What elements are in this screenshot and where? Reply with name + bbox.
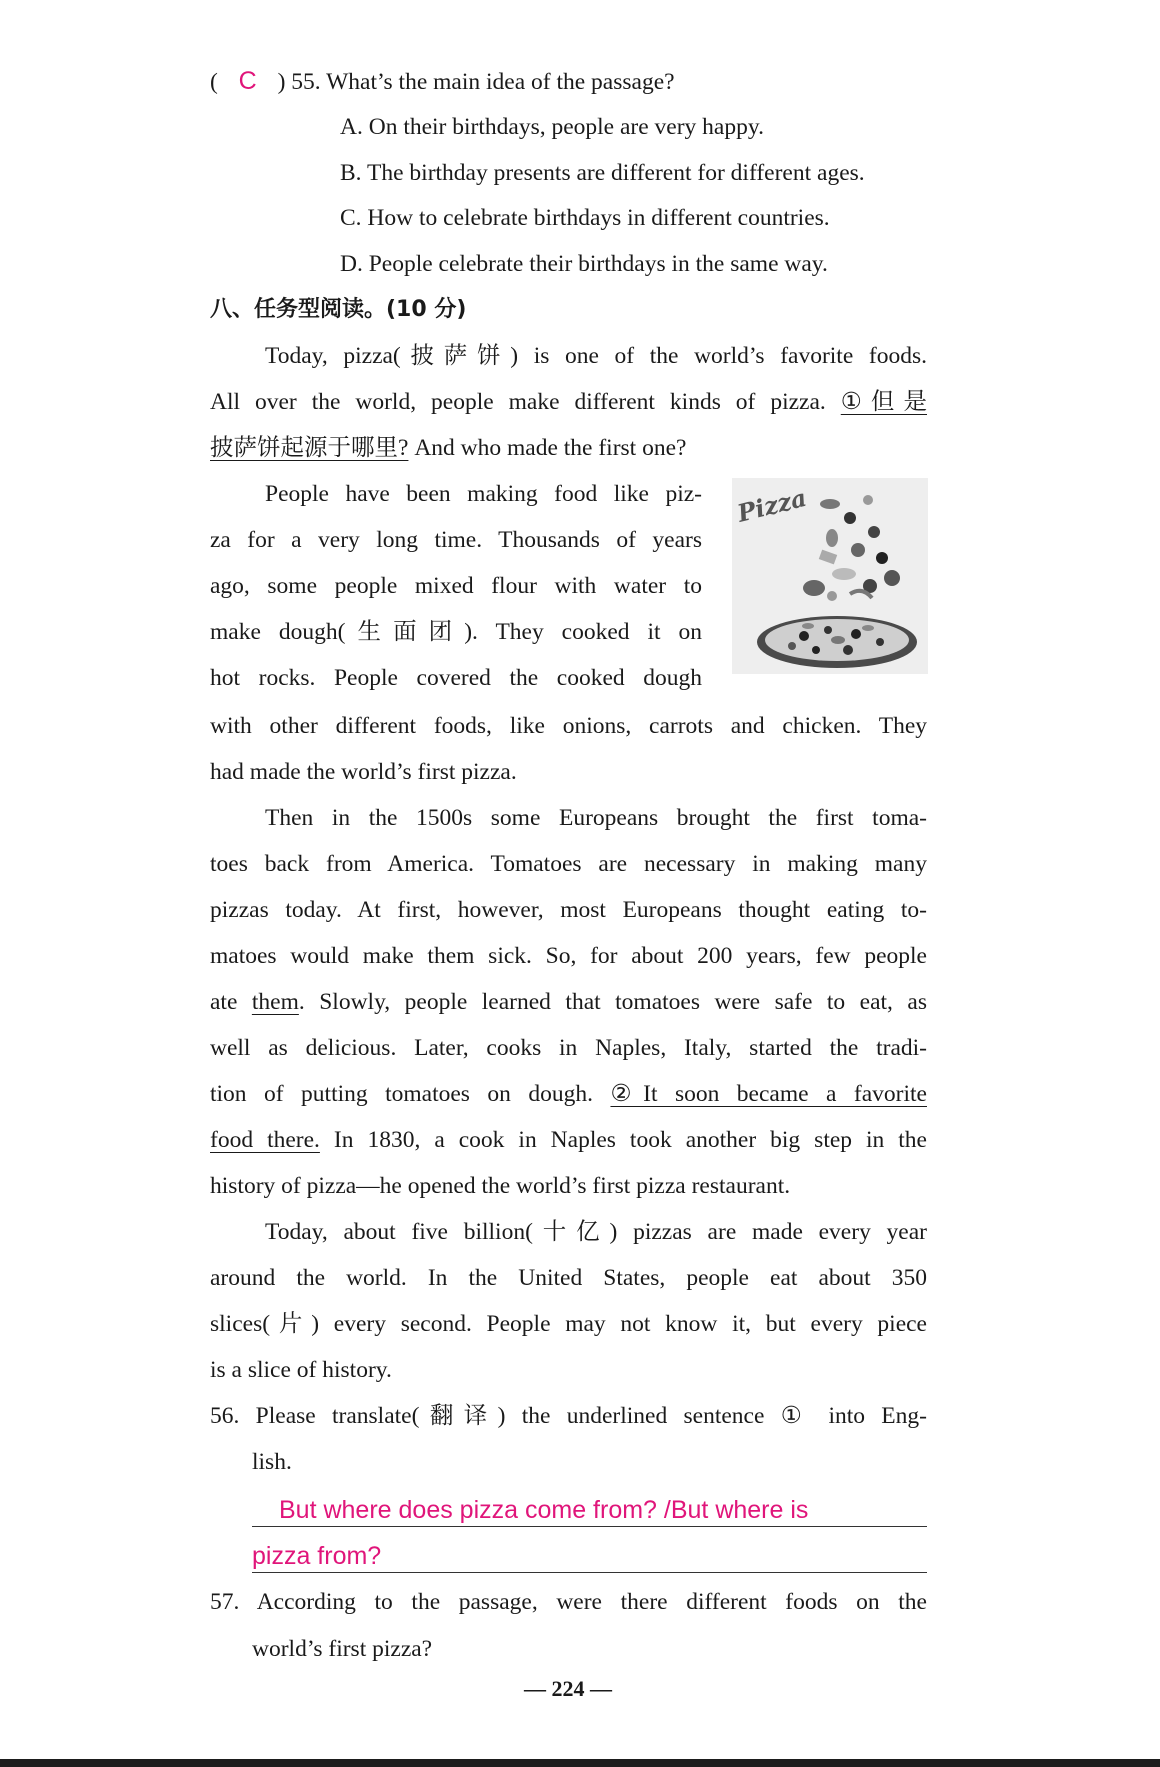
answer-bracket-open: ( — [210, 69, 218, 95]
question-56-cont: lish. — [252, 1449, 292, 1475]
question-55 — [210, 62, 927, 100]
q56-answer-line-2: pizza from? — [252, 1542, 382, 1570]
q55-option-c: C. How to celebrate birthdays in different countries. — [340, 205, 830, 231]
answer-rule — [252, 1572, 927, 1573]
q55-option-d: D. People celebrate their birthdays in the same way. — [340, 251, 828, 277]
passage-line: is a slice of history. — [210, 1357, 392, 1383]
passage-line: make dough(生面团). They cooked it on — [210, 619, 702, 645]
underlined-sentence-2-start: ②It soon became a favorite — [610, 1081, 927, 1107]
section-heading: 八、任务型阅读。(10 分) — [210, 297, 467, 322]
passage-line: Today, about five billion(十亿) pizzas are made every year — [265, 1219, 927, 1245]
passage-line — [210, 1075, 927, 1113]
passage-line: ago, some people mixed flour with water to — [210, 573, 702, 599]
pizza-icon — [732, 478, 928, 674]
passage-text: In 1830, a cook in Naples took another big step in the — [319, 1127, 927, 1153]
passage-line: slices(片) every second. People may not know it, but every piece — [210, 1311, 927, 1337]
q56-answer-line-1: But where does pizza come from? /But where is — [279, 1496, 809, 1524]
passage-line: history of pizza—he opened the world’s first pizza restaurant. — [210, 1173, 791, 1199]
passage-line: pizzas today. At first, however, most Europeans thought eating to- — [210, 897, 927, 923]
passage-line — [210, 383, 927, 421]
q55-option-b: B. The birthday presents are different for different ages. — [340, 160, 865, 186]
page-number: — 224 — — [524, 1676, 612, 1701]
passage-line: matoes would make them sick. So, for about 200 years, few people — [210, 943, 927, 969]
q55-answer: C — [238, 67, 257, 95]
passage-line: had made the world’s first pizza. — [210, 759, 517, 785]
passage-line: za for a very long time. Thousands of years — [210, 527, 702, 553]
passage-line — [210, 983, 927, 1021]
passage-line: People have been making food like piz- — [265, 481, 702, 507]
svg-text:Pizza: Pizza — [734, 482, 810, 528]
answer-bracket-close: ) — [277, 69, 286, 95]
passage-line: Today, pizza(披萨饼) is one of the world’s favorite foods. — [265, 343, 927, 369]
passage-text: tion of putting tomatoes on dough. — [210, 1081, 611, 1107]
passage-line: well as delicious. Later, cooks in Naples, Italy, started the tradi- — [210, 1035, 927, 1061]
answer-rule — [252, 1526, 927, 1527]
question-57: 57. According to the passage, were there different foods on the — [210, 1589, 927, 1615]
pizza-illustration — [732, 478, 928, 674]
underlined-word-them: them — [251, 989, 299, 1015]
q55-option-a: A. On their birthdays, people are very happy. — [340, 114, 764, 140]
bottom-bar — [0, 1759, 1160, 1767]
question-57-cont: world’s first pizza? — [252, 1636, 433, 1662]
q55-question-text: 55. What’s the main idea of the passage? — [291, 69, 675, 95]
passage-line: Then in the 1500s some Europeans brought the first toma- — [265, 805, 927, 831]
passage-text: And who made the first one? — [408, 435, 687, 461]
passage-line: with other different foods, like onions, carrots and chicken. They — [210, 713, 927, 739]
underlined-sentence-2-end: food there. — [210, 1127, 320, 1153]
underlined-sentence-1-start: ①但是 — [840, 389, 927, 415]
passage-line — [210, 1121, 927, 1159]
passage-line: around the world. In the United States, people eat about 350 — [210, 1265, 927, 1291]
passage-text: . Slowly, people learned that tomatoes were safe to eat, as — [298, 989, 927, 1015]
underlined-sentence-1-end: 披萨饼起源于哪里? — [210, 435, 409, 461]
passage-line: toes back from America. Tomatoes are necessary in making many — [210, 851, 927, 877]
question-56: 56. Please translate(翻译) the underlined sentence ① into Eng- — [210, 1403, 927, 1429]
passage-line — [210, 429, 927, 467]
passage-text: ate — [210, 989, 252, 1015]
passage-text: All over the world, people make different kinds of pizza. — [210, 389, 841, 415]
passage-line: hot rocks. People covered the cooked dough — [210, 665, 702, 691]
